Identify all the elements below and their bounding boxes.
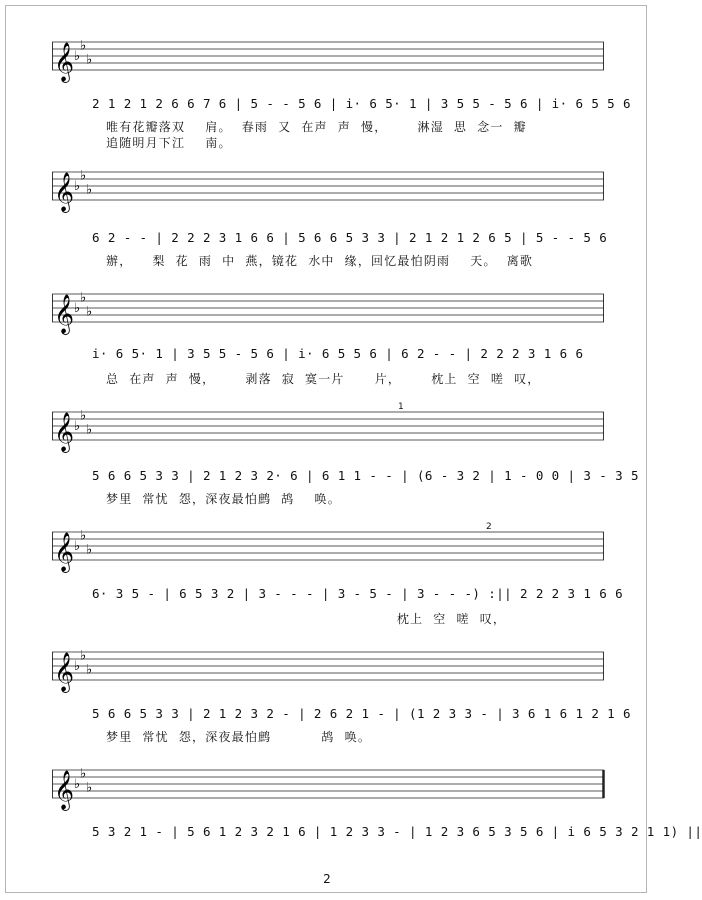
- flat-icon: ♭: [86, 182, 93, 198]
- flat-icon: ♭: [74, 301, 81, 316]
- jianpu-line: i· 6 5· 1 | 3 5 5 - 5 6 | i· 6 5 5 6 | 6 2 - - | 2 2 2 3 1 6 6: [92, 346, 584, 361]
- staff-system: [52, 766, 604, 810]
- flat-icon: ♭: [86, 304, 93, 320]
- lyric-line: 辦， 梨 花 雨 中 燕，镜花 水中 缘，回忆最怕阴雨 天。 离歌: [106, 254, 534, 268]
- lyric-line: 唯有花瓣落双 肩。 春雨 又 在声 声 慢， 淋湿 思 念一 瓣: [106, 120, 527, 134]
- staff-system: [52, 290, 604, 334]
- treble-clef-icon: 𝄞: [54, 532, 75, 572]
- flat-icon: ♭: [80, 766, 87, 782]
- flat-icon: ♭: [80, 648, 87, 664]
- jianpu-line: 5 6 6 5 3 3 | 2 1 2 3 2 - | 2 6 2 1 - | (1 2 3 3 - | 3 6 1 6 1 2 1 6: [92, 706, 631, 721]
- flat-icon: ♭: [86, 780, 93, 796]
- staff-lines: [52, 766, 604, 810]
- flat-icon: ♭: [74, 539, 81, 554]
- flat-icon: ♭: [74, 659, 81, 674]
- flat-icon: ♭: [74, 49, 81, 64]
- staff-system: [52, 168, 604, 212]
- flat-icon: ♭: [80, 290, 87, 306]
- page-number: 2: [323, 872, 331, 886]
- lyric-line: 总 在声 声 慢， 剥落 寂 寞一片 片， 枕上 空 嗟 叹，: [106, 372, 541, 386]
- second-ending-label: 2: [486, 522, 492, 532]
- flat-icon: ♭: [86, 422, 93, 438]
- treble-clef-icon: 𝄞: [54, 770, 75, 810]
- staff-lines: [52, 528, 604, 572]
- jianpu-line: 5 3 2 1 - | 5 6 1 2 3 2 1 6 | 1 2 3 3 - | 1 2 3 6 5 3 5 6 | i 6 5 3 2 1 1) ||: [92, 824, 702, 839]
- staff-lines: [52, 648, 604, 692]
- treble-clef-icon: 𝄞: [54, 652, 75, 692]
- jianpu-line: 6· 3 5 - | 6 5 3 2 | 3 - - - | 3 - 5 - | 3 - - -) :|| 2 2 2 3 1 6 6: [92, 586, 624, 601]
- flat-icon: ♭: [74, 179, 81, 194]
- flat-icon: ♭: [86, 52, 93, 68]
- treble-clef-icon: 𝄞: [54, 294, 75, 334]
- lyric-line: 枕上 空 嗟 叹，: [106, 612, 507, 626]
- flat-icon: ♭: [74, 419, 81, 434]
- treble-clef-icon: 𝄞: [54, 172, 75, 212]
- flat-icon: ♭: [80, 168, 87, 184]
- treble-clef-icon: 𝄞: [54, 412, 75, 452]
- staff-lines: [52, 168, 604, 212]
- jianpu-line: 5 6 6 5 3 3 | 2 1 2 3 2· 6 | 6 1 1 - - | (6 - 3 2 | 1 - 0 0 | 3 - 3 5: [92, 468, 639, 483]
- staff-system: [52, 648, 604, 692]
- flat-icon: ♭: [80, 528, 87, 544]
- treble-clef-icon: 𝄞: [54, 42, 75, 82]
- staff-system: [52, 528, 604, 572]
- staff-lines: [52, 290, 604, 334]
- staff-lines: [52, 408, 604, 452]
- lyric-line: 追随明月下江 南。: [106, 136, 232, 150]
- lyric-line: 梦里 常忧 怨，深夜最怕鹧 鸪 唤。: [106, 730, 372, 744]
- lyric-line: 梦里 常忧 怨，深夜最怕鹧 鸪 唤。: [106, 492, 341, 506]
- jianpu-line: 2 1 2 1 2 6 6 7 6 | 5 - - 5 6 | i· 6 5· 1 | 3 5 5 - 5 6 | i· 6 5 5 6: [92, 96, 631, 111]
- staff-lines: [52, 38, 604, 82]
- flat-icon: ♭: [86, 662, 93, 678]
- first-ending-label: 1: [398, 402, 404, 412]
- flat-icon: ♭: [86, 542, 93, 558]
- jianpu-line: 6 2 - - | 2 2 2 3 1 6 6 | 5 6 6 5 3 3 | 2 1 2 1 2 6 5 | 5 - - 5 6: [92, 230, 608, 245]
- flat-icon: ♭: [74, 777, 81, 792]
- staff-system: [52, 408, 604, 452]
- flat-icon: ♭: [80, 38, 87, 54]
- flat-icon: ♭: [80, 408, 87, 424]
- staff-system: [52, 38, 604, 82]
